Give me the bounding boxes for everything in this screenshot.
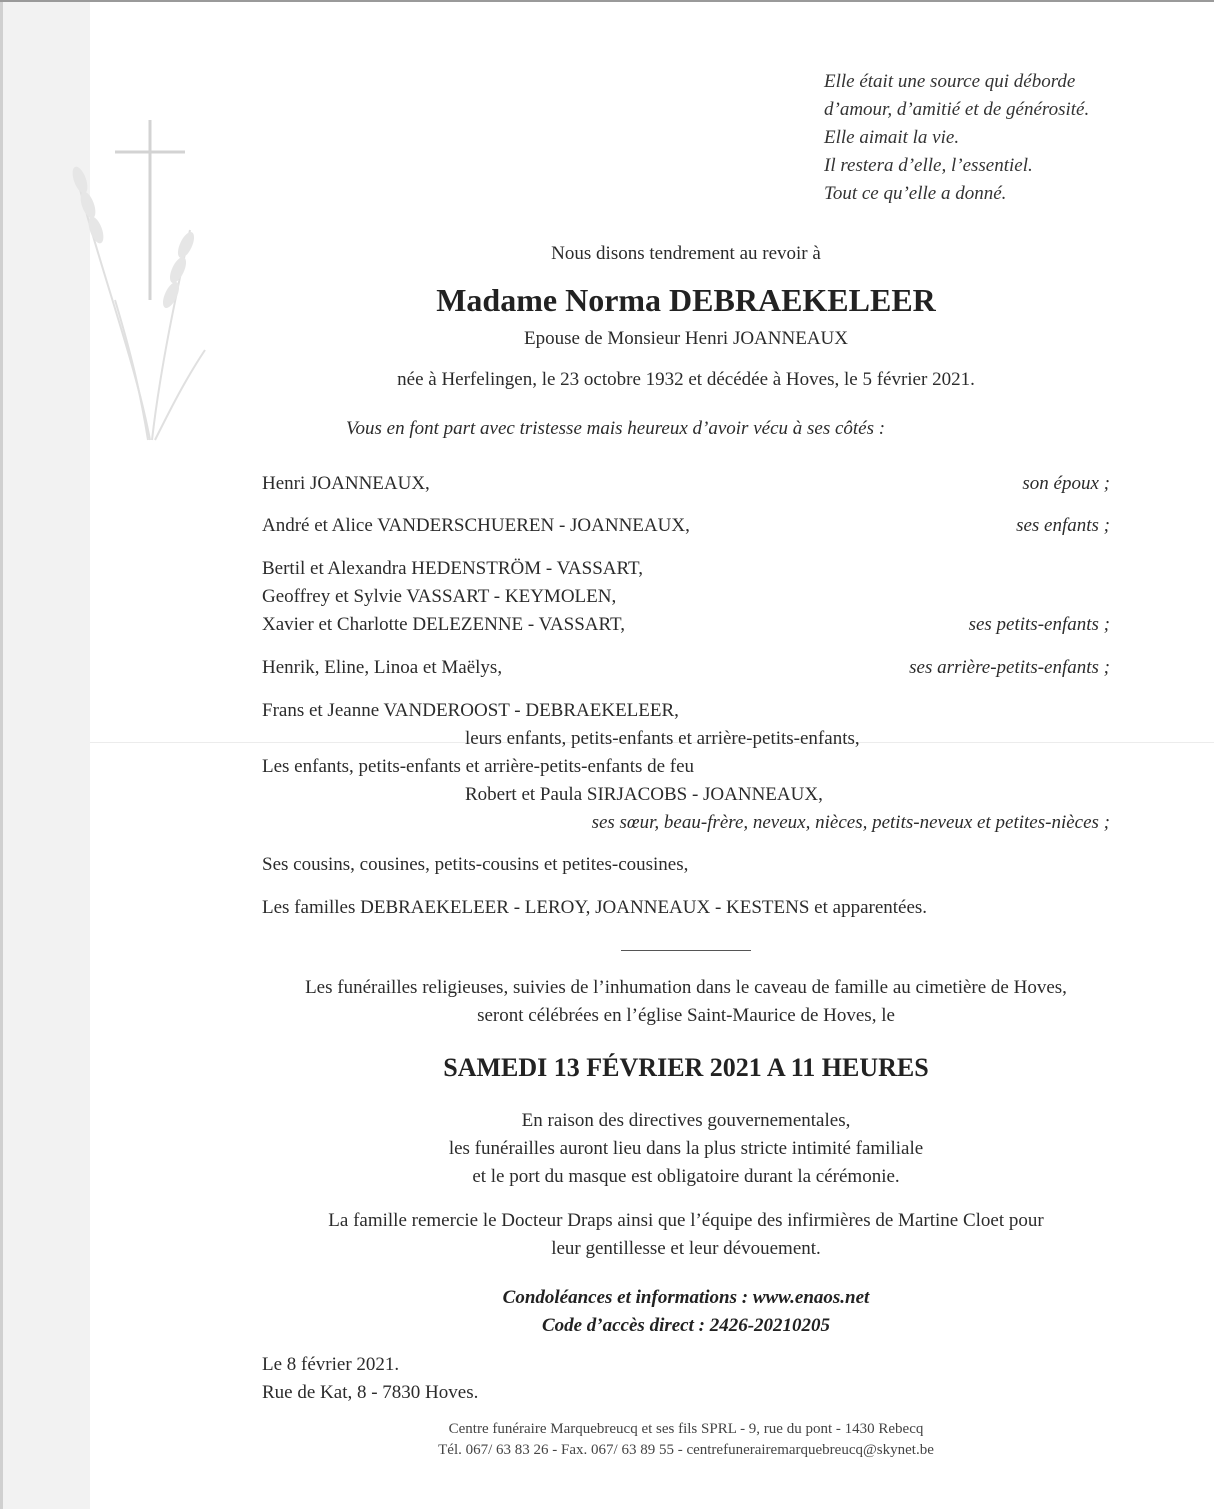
family-relation: ses enfants ; bbox=[1016, 515, 1110, 536]
family-row-cousins bbox=[262, 851, 1110, 878]
family-siblings-descendants: leurs enfants, petits-enfants et arrière-petits-enfants, bbox=[465, 728, 860, 749]
access-code: Code d’accès direct : 2426-20210205 bbox=[541, 1315, 831, 1336]
poem bbox=[824, 68, 1089, 208]
family-name: Les familles DEBRAEKELEER - LEROY, JOANNEAUX - KESTENS et apparentées. bbox=[262, 897, 928, 918]
family-row-grandchild bbox=[262, 583, 1110, 610]
intro-text: Nous disons tendrement au revoir à bbox=[551, 243, 821, 264]
family-row-siblings bbox=[262, 697, 1110, 724]
family-name: Henrik, Eline, Linoa et Maëlys, bbox=[262, 657, 503, 678]
funeral-line: Les funérailles religieuses, suivies de l’inhumation dans le caveau de famille au cimetière de Hoves, bbox=[305, 977, 1067, 998]
cross-wheat-icon bbox=[60, 110, 210, 470]
funeral-home-footer bbox=[262, 1419, 1110, 1461]
poem-line: d’amour, d’amitié et de générosité. bbox=[824, 99, 1090, 120]
family-row-husband bbox=[262, 470, 1110, 497]
announcement-text: Vous en font part avec tristesse mais heureux d’avoir vécu à ses côtés : bbox=[346, 418, 886, 439]
family-row-families bbox=[262, 894, 1110, 921]
condolences-info bbox=[262, 1284, 1110, 1340]
family-name: André et Alice VANDERSCHUEREN - JOANNEAUX, bbox=[262, 515, 690, 536]
family-row-children bbox=[262, 512, 1110, 539]
thanks-line: La famille remercie le Docteur Draps ainsi que l’équipe des infirmières de Martine Cloet pour bbox=[328, 1210, 1044, 1231]
family-name: Frans et Jeanne VANDEROOST - DEBRAEKELEER, bbox=[262, 700, 679, 721]
family-name: Bertil et Alexandra HEDENSTRÖM - VASSART, bbox=[262, 558, 643, 579]
poem-line: Elle aimait la vie. bbox=[824, 127, 960, 148]
family-late-couple: Robert et Paula SIRJACOBS - JOANNEAUX, bbox=[465, 784, 823, 805]
family-row-late-siblings bbox=[262, 753, 1110, 780]
family-relation: ses sœur, beau-frère, neveux, nièces, petits-neveux et petites-nièces ; bbox=[591, 812, 1110, 833]
family-name: Xavier et Charlotte DELEZENNE - VASSART, bbox=[262, 614, 625, 635]
signature-date: Le 8 février 2021. bbox=[262, 1354, 400, 1375]
family-name: Ses cousins, cousines, petits-cousins et petites-cousines, bbox=[262, 854, 689, 875]
covid-line: et le port du masque est obligatoire durant la cérémonie. bbox=[472, 1166, 900, 1187]
covid-line: En raison des directives gouvernementales, bbox=[521, 1110, 851, 1131]
spouse-text: Epouse de Monsieur Henri JOANNEAUX bbox=[523, 328, 848, 349]
family-relation: ses arrière-petits-enfants ; bbox=[909, 657, 1110, 678]
family-relation: ses petits-enfants ; bbox=[968, 614, 1110, 635]
poem-line: Elle était une source qui déborde bbox=[824, 71, 1076, 92]
family-row-grandchild bbox=[262, 611, 1110, 638]
thanks-line: leur gentillesse et leur dévouement. bbox=[551, 1238, 821, 1259]
funeral-text bbox=[262, 974, 1110, 1030]
left-border bbox=[0, 0, 3, 1509]
birth-death-text: née à Herfelingen, le 23 octobre 1932 et décédée à Hoves, le 5 février 2021. bbox=[397, 369, 975, 390]
footer-line: Tél. 067/ 63 83 26 - Fax. 067/ 63 89 55 - centrefunerairemarquebreucq@skynet.be bbox=[438, 1442, 934, 1458]
divider bbox=[621, 950, 751, 951]
funeral-line: seront célébrées en l’église Saint-Maurice de Hoves, le bbox=[477, 1005, 895, 1026]
family-row-great-grandchildren bbox=[262, 654, 1110, 681]
family-relation: son époux ; bbox=[1022, 473, 1110, 494]
footer-line: Centre funéraire Marquebreucq et ses fils SPRL - 9, rue du pont - 1430 Rebecq bbox=[448, 1421, 924, 1437]
family-row-grandchild bbox=[262, 555, 1110, 582]
covid-line: les funérailles auront lieu dans la plus stricte intimité familiale bbox=[448, 1138, 924, 1159]
poem-line: Il restera d’elle, l’essentiel. bbox=[824, 155, 1033, 176]
deceased-name: Madame Norma DEBRAEKELEER bbox=[436, 282, 936, 318]
family-name: Henri JOANNEAUX, bbox=[262, 473, 430, 494]
top-edge bbox=[0, 0, 1214, 2]
signature-address: Rue de Kat, 8 - 7830 Hoves. bbox=[262, 1382, 479, 1403]
family-name: Les enfants, petits-enfants et arrière-petits-enfants de feu bbox=[262, 756, 695, 777]
funeral-date: SAMEDI 13 FÉVRIER 2021 A 11 HEURES bbox=[443, 1053, 929, 1082]
signature-block bbox=[262, 1351, 478, 1407]
thanks-text bbox=[262, 1207, 1110, 1263]
condolences-line: Condoléances et informations : www.enaos.net bbox=[502, 1287, 870, 1308]
covid-notice bbox=[262, 1107, 1110, 1191]
poem-line: Tout ce qu’elle a donné. bbox=[824, 183, 1007, 204]
family-name: Geoffrey et Sylvie VASSART - KEYMOLEN, bbox=[262, 586, 617, 607]
